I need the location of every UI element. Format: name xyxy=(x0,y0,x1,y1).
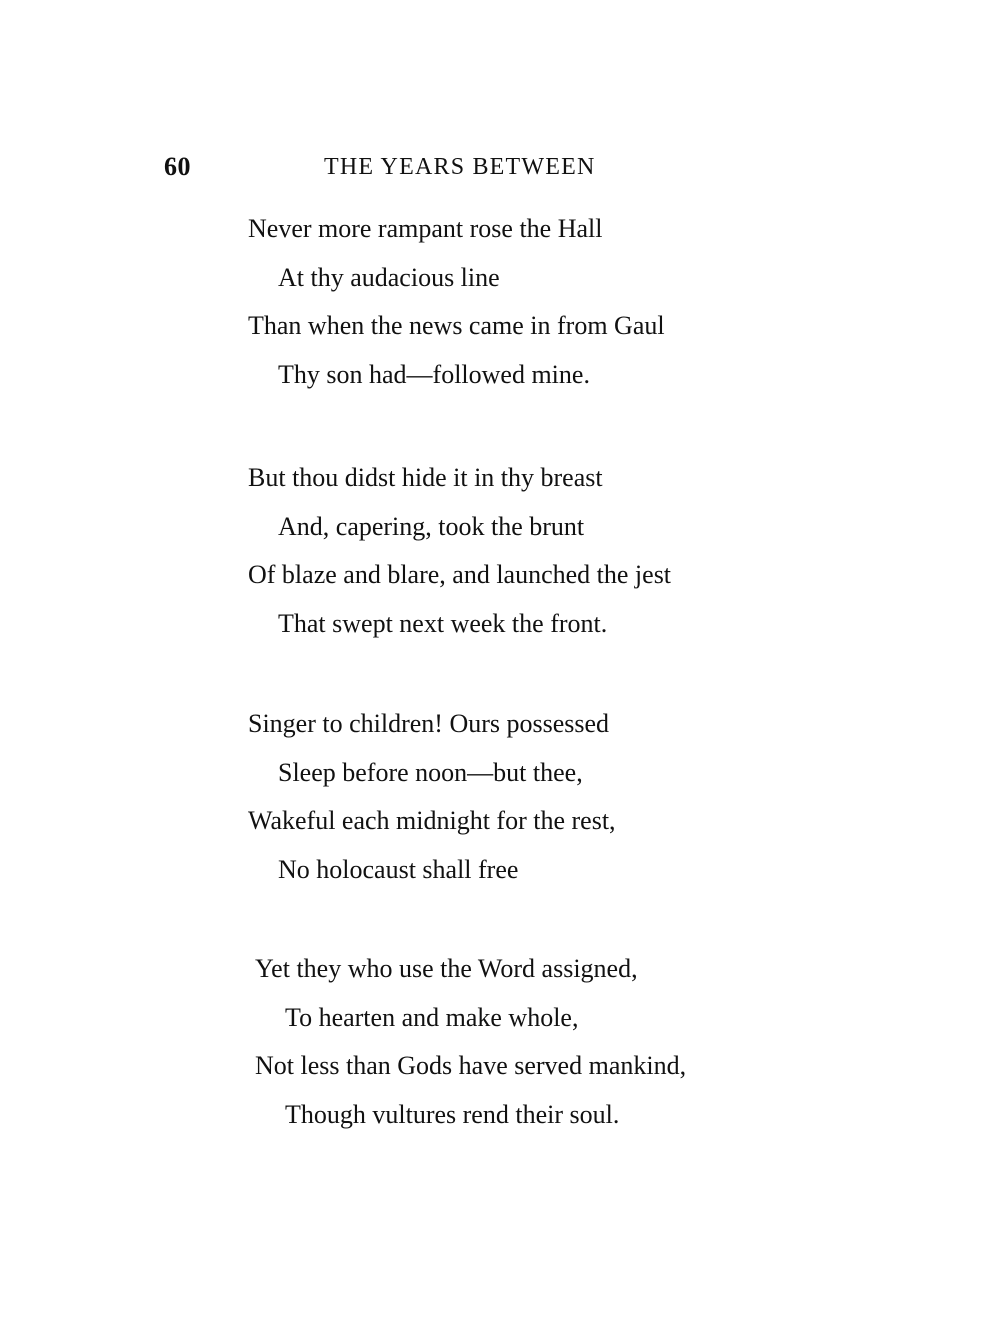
poem-line: Than when the news came in from Gaul xyxy=(248,311,665,340)
stanza-2 xyxy=(248,454,808,648)
poem-line: No holocaust shall free xyxy=(278,854,519,884)
running-title: THE YEARS BETWEEN xyxy=(324,154,596,180)
page-number: 60 xyxy=(164,152,191,181)
poem-line: Sleep before noon—but thee, xyxy=(278,757,583,787)
poem-line: And, capering, took the brunt xyxy=(278,511,585,541)
stanza-4 xyxy=(255,945,815,1139)
poem-line: Of blaze and blare, and launched the jest xyxy=(248,560,672,589)
poem-line: Not less than Gods have served mankind, xyxy=(255,1051,687,1080)
poem-line: But thou didst hide it in thy breast xyxy=(248,463,603,492)
page-header xyxy=(0,152,1000,192)
poem-line: At thy audacious line xyxy=(278,262,500,292)
poem-line: Though vultures rend their soul. xyxy=(285,1099,620,1129)
stanza-1 xyxy=(248,205,808,399)
stanza-3 xyxy=(248,700,808,894)
poem-line: Thy son had—followed mine. xyxy=(278,359,590,389)
poem-line: Wakeful each midnight for the rest, xyxy=(248,806,616,835)
poem-line: Never more rampant rose the Hall xyxy=(248,214,603,243)
poem-line: To hearten and make whole, xyxy=(285,1002,579,1032)
poem-line: Singer to children! Ours possessed xyxy=(248,709,610,738)
poem-line: That swept next week the front. xyxy=(278,608,608,638)
poem-line: Yet they who use the Word assigned, xyxy=(255,954,638,983)
